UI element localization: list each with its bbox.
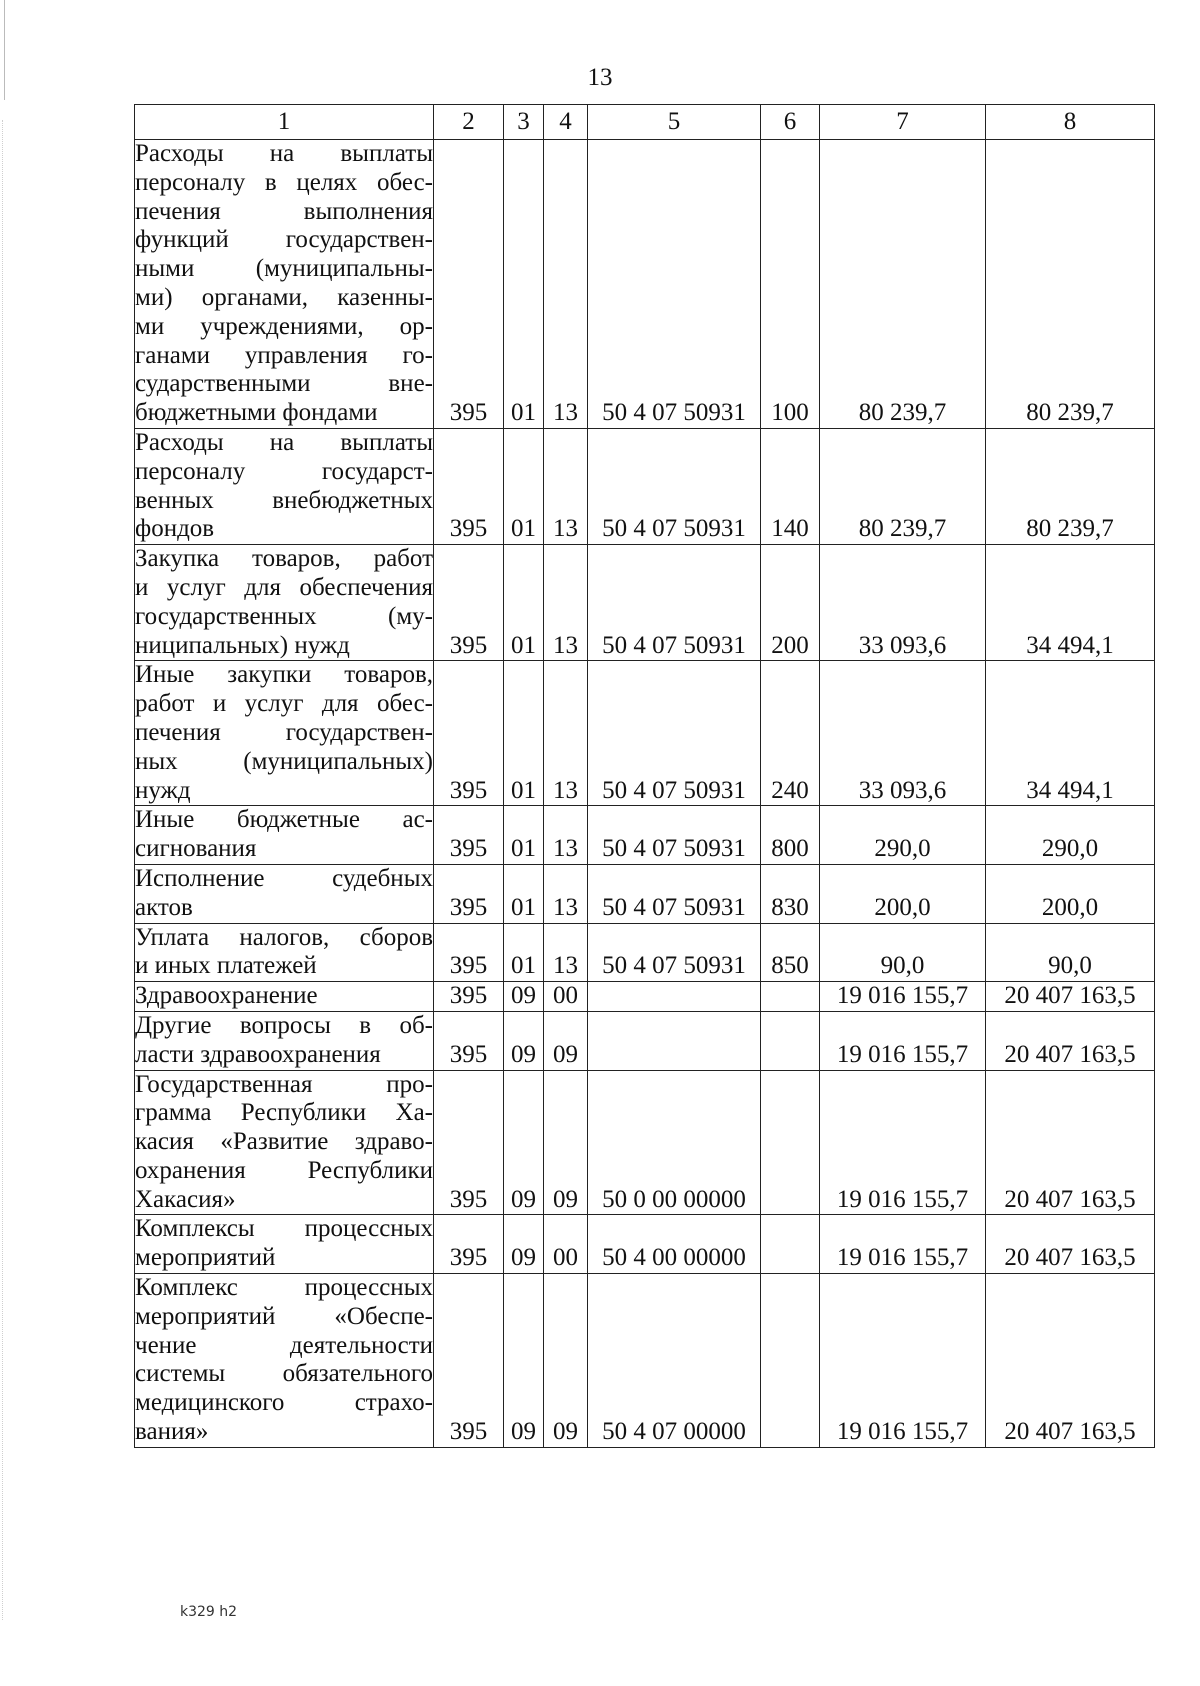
row-name-cell <box>135 661 434 806</box>
target-article-cell: 50 4 07 50931 <box>588 140 761 429</box>
row-name-cell <box>135 428 434 544</box>
row-name-line: мероприятий <box>135 1244 276 1272</box>
row-name-line: Исполнение судебных <box>135 864 433 892</box>
section-code-cell: 01 <box>504 545 544 661</box>
table-body <box>135 140 1155 1448</box>
amount-year1-cell: 80 239,7 <box>820 428 986 544</box>
subsection-code-cell: 09 <box>544 1070 588 1215</box>
amount-year2-cell: 20 407 163,5 <box>986 1070 1155 1215</box>
row-name-line: ласти здравоохранения <box>135 1040 381 1068</box>
subsection-code-cell: 13 <box>544 806 588 865</box>
row-name-line: персоналу в целях обес- <box>135 168 433 196</box>
budget-table <box>134 104 1155 1448</box>
header-col-3: 3 <box>504 105 544 140</box>
section-code-cell: 01 <box>504 806 544 865</box>
amount-year1-cell: 19 016 155,7 <box>820 1070 986 1215</box>
admin-code-cell: 395 <box>434 1070 504 1215</box>
section-code-cell: 01 <box>504 923 544 982</box>
row-name-line: фондов <box>135 515 215 543</box>
row-name-line: Иные закупки товаров, <box>135 661 433 689</box>
amount-year1-cell: 80 239,7 <box>820 140 986 429</box>
header-col-4: 4 <box>544 105 588 140</box>
section-code-cell: 09 <box>504 1274 544 1448</box>
row-name-line: Уплата налогов, сборов <box>135 923 433 951</box>
expense-type-cell: 240 <box>761 661 820 806</box>
amount-year1-cell: 200,0 <box>820 864 986 923</box>
section-code-cell: 09 <box>504 982 544 1012</box>
amount-year1-cell: 19 016 155,7 <box>820 1274 986 1448</box>
expense-type-cell <box>761 1274 820 1448</box>
admin-code-cell: 395 <box>434 661 504 806</box>
amount-year2-cell: 20 407 163,5 <box>986 982 1155 1012</box>
row-name-line: нужд <box>135 776 191 804</box>
amount-year1-cell: 290,0 <box>820 806 986 865</box>
expense-type-cell: 200 <box>761 545 820 661</box>
subsection-code-cell: 13 <box>544 661 588 806</box>
admin-code-cell: 395 <box>434 982 504 1012</box>
target-article-cell: 50 4 07 50931 <box>588 806 761 865</box>
section-code-cell: 09 <box>504 1070 544 1215</box>
header-col-8: 8 <box>986 105 1155 140</box>
row-name-line: и услуг для обеспечения <box>135 573 433 601</box>
row-name-cell <box>135 1215 434 1274</box>
target-article-cell: 50 4 07 00000 <box>588 1274 761 1448</box>
row-name-line: ных (муниципальных) <box>135 747 433 775</box>
expense-type-cell <box>761 1011 820 1070</box>
subsection-code-cell: 13 <box>544 923 588 982</box>
amount-year2-cell: 200,0 <box>986 864 1155 923</box>
table-row <box>135 806 1155 865</box>
expense-type-cell: 830 <box>761 864 820 923</box>
admin-code-cell: 395 <box>434 428 504 544</box>
row-name-line: Закупка товаров, работ <box>135 545 433 573</box>
target-article-cell <box>588 1011 761 1070</box>
row-name-line: Государственная про- <box>135 1070 433 1098</box>
row-name-line: персоналу государст- <box>135 457 433 485</box>
expense-type-cell <box>761 982 820 1012</box>
row-name-line: Расходы на выплаты <box>135 428 433 456</box>
row-name-line: и иных платежей <box>135 952 317 980</box>
expense-type-cell <box>761 1215 820 1274</box>
row-name-line: медицинского страхо- <box>135 1389 433 1417</box>
row-name-line: Комплексы процессных <box>135 1215 433 1243</box>
admin-code-cell: 395 <box>434 1274 504 1448</box>
target-article-cell: 50 4 07 50931 <box>588 923 761 982</box>
table-row <box>135 1274 1155 1448</box>
expense-type-cell: 800 <box>761 806 820 865</box>
target-article-cell: 50 4 07 50931 <box>588 545 761 661</box>
row-name-cell <box>135 864 434 923</box>
section-code-cell: 09 <box>504 1215 544 1274</box>
header-col-1: 1 <box>135 105 434 140</box>
row-name-line: работ и услуг для обес- <box>135 690 433 718</box>
row-name-line: мероприятий «Обеспе- <box>135 1302 433 1330</box>
row-name-line: ми) органами, казенны- <box>135 283 433 311</box>
target-article-cell: 50 0 00 00000 <box>588 1070 761 1215</box>
amount-year2-cell: 290,0 <box>986 806 1155 865</box>
amount-year2-cell: 20 407 163,5 <box>986 1274 1155 1448</box>
scan-edge-dots <box>2 120 3 1620</box>
row-name-line: охранения Республики <box>135 1156 433 1184</box>
amount-year1-cell: 19 016 155,7 <box>820 1011 986 1070</box>
table-row <box>135 545 1155 661</box>
row-name-line: ганами управления го- <box>135 341 433 369</box>
row-name-line: вания» <box>135 1418 209 1446</box>
amount-year1-cell: 19 016 155,7 <box>820 982 986 1012</box>
table-header-row <box>135 105 1155 140</box>
footer-code: k329 h2 <box>180 1604 238 1620</box>
row-name-line: Комплекс процессных <box>135 1274 433 1302</box>
section-code-cell: 01 <box>504 661 544 806</box>
amount-year2-cell: 80 239,7 <box>986 140 1155 429</box>
header-col-7: 7 <box>820 105 986 140</box>
amount-year1-cell: 90,0 <box>820 923 986 982</box>
subsection-code-cell: 13 <box>544 428 588 544</box>
subsection-code-cell: 00 <box>544 982 588 1012</box>
admin-code-cell: 395 <box>434 1215 504 1274</box>
admin-code-cell: 395 <box>434 923 504 982</box>
row-name-line: функций государствен- <box>135 226 433 254</box>
amount-year1-cell: 33 093,6 <box>820 661 986 806</box>
amount-year2-cell: 34 494,1 <box>986 661 1155 806</box>
amount-year2-cell: 80 239,7 <box>986 428 1155 544</box>
row-name-line: государственных (му- <box>135 602 433 630</box>
row-name-line: ниципальных) нужд <box>135 631 350 659</box>
row-name-line: Иные бюджетные ас- <box>135 806 433 834</box>
expense-type-cell <box>761 1070 820 1215</box>
header-col-2: 2 <box>434 105 504 140</box>
target-article-cell: 50 4 07 50931 <box>588 661 761 806</box>
section-code-cell: 01 <box>504 140 544 429</box>
section-code-cell: 01 <box>504 428 544 544</box>
target-article-cell <box>588 982 761 1012</box>
amount-year2-cell: 20 407 163,5 <box>986 1215 1155 1274</box>
table-row <box>135 982 1155 1012</box>
row-name-line: актов <box>135 893 193 921</box>
expense-type-cell: 140 <box>761 428 820 544</box>
row-name-line: сударственными вне- <box>135 370 433 398</box>
admin-code-cell: 395 <box>434 1011 504 1070</box>
section-code-cell: 09 <box>504 1011 544 1070</box>
table-row <box>135 140 1155 429</box>
row-name-line: сигнования <box>135 835 257 863</box>
table-row <box>135 1011 1155 1070</box>
target-article-cell: 50 4 07 50931 <box>588 864 761 923</box>
table-row <box>135 1215 1155 1274</box>
header-col-6: 6 <box>761 105 820 140</box>
subsection-code-cell: 13 <box>544 140 588 429</box>
row-name-line: Здравоохранение <box>135 982 318 1010</box>
section-code-cell: 01 <box>504 864 544 923</box>
row-name-cell <box>135 545 434 661</box>
table-row <box>135 428 1155 544</box>
page-number: 13 <box>587 64 613 91</box>
row-name-line: грамма Республики Ха- <box>135 1099 433 1127</box>
row-name-line: Расходы на выплаты <box>135 140 433 167</box>
amount-year1-cell: 33 093,6 <box>820 545 986 661</box>
subsection-code-cell: 13 <box>544 864 588 923</box>
table-row <box>135 661 1155 806</box>
amount-year1-cell: 19 016 155,7 <box>820 1215 986 1274</box>
amount-year2-cell: 20 407 163,5 <box>986 1011 1155 1070</box>
row-name-line: системы обязательного <box>135 1360 433 1388</box>
row-name-line: печения выполнения <box>135 197 433 225</box>
header-col-5: 5 <box>588 105 761 140</box>
row-name-line: ми учреждениями, ор- <box>135 312 433 340</box>
row-name-line: печения государствен- <box>135 718 433 746</box>
target-article-cell: 50 4 00 00000 <box>588 1215 761 1274</box>
subsection-code-cell: 09 <box>544 1011 588 1070</box>
target-article-cell: 50 4 07 50931 <box>588 428 761 544</box>
row-name-line: касия «Развитие здраво- <box>135 1128 433 1156</box>
subsection-code-cell: 00 <box>544 1215 588 1274</box>
expense-type-cell: 850 <box>761 923 820 982</box>
admin-code-cell: 395 <box>434 864 504 923</box>
row-name-cell <box>135 140 434 429</box>
amount-year2-cell: 90,0 <box>986 923 1155 982</box>
row-name-cell <box>135 982 434 1012</box>
table-row <box>135 1070 1155 1215</box>
expense-type-cell: 100 <box>761 140 820 429</box>
row-name-line: Другие вопросы в об- <box>135 1011 433 1039</box>
table-row <box>135 864 1155 923</box>
row-name-line: ными (муниципальны- <box>135 255 433 283</box>
row-name-cell <box>135 1070 434 1215</box>
subsection-code-cell: 13 <box>544 545 588 661</box>
admin-code-cell: 395 <box>434 140 504 429</box>
row-name-cell <box>135 923 434 982</box>
admin-code-cell: 395 <box>434 545 504 661</box>
row-name-cell <box>135 1274 434 1448</box>
row-name-line: венных внебюджетных <box>135 486 433 514</box>
admin-code-cell: 395 <box>434 806 504 865</box>
subsection-code-cell: 09 <box>544 1274 588 1448</box>
row-name-cell <box>135 1011 434 1070</box>
row-name-line: Хакасия» <box>135 1185 236 1213</box>
table-row <box>135 923 1155 982</box>
row-name-cell <box>135 806 434 865</box>
amount-year2-cell: 34 494,1 <box>986 545 1155 661</box>
row-name-line: чение деятельности <box>135 1331 433 1359</box>
row-name-line: бюджетными фондами <box>135 399 378 427</box>
